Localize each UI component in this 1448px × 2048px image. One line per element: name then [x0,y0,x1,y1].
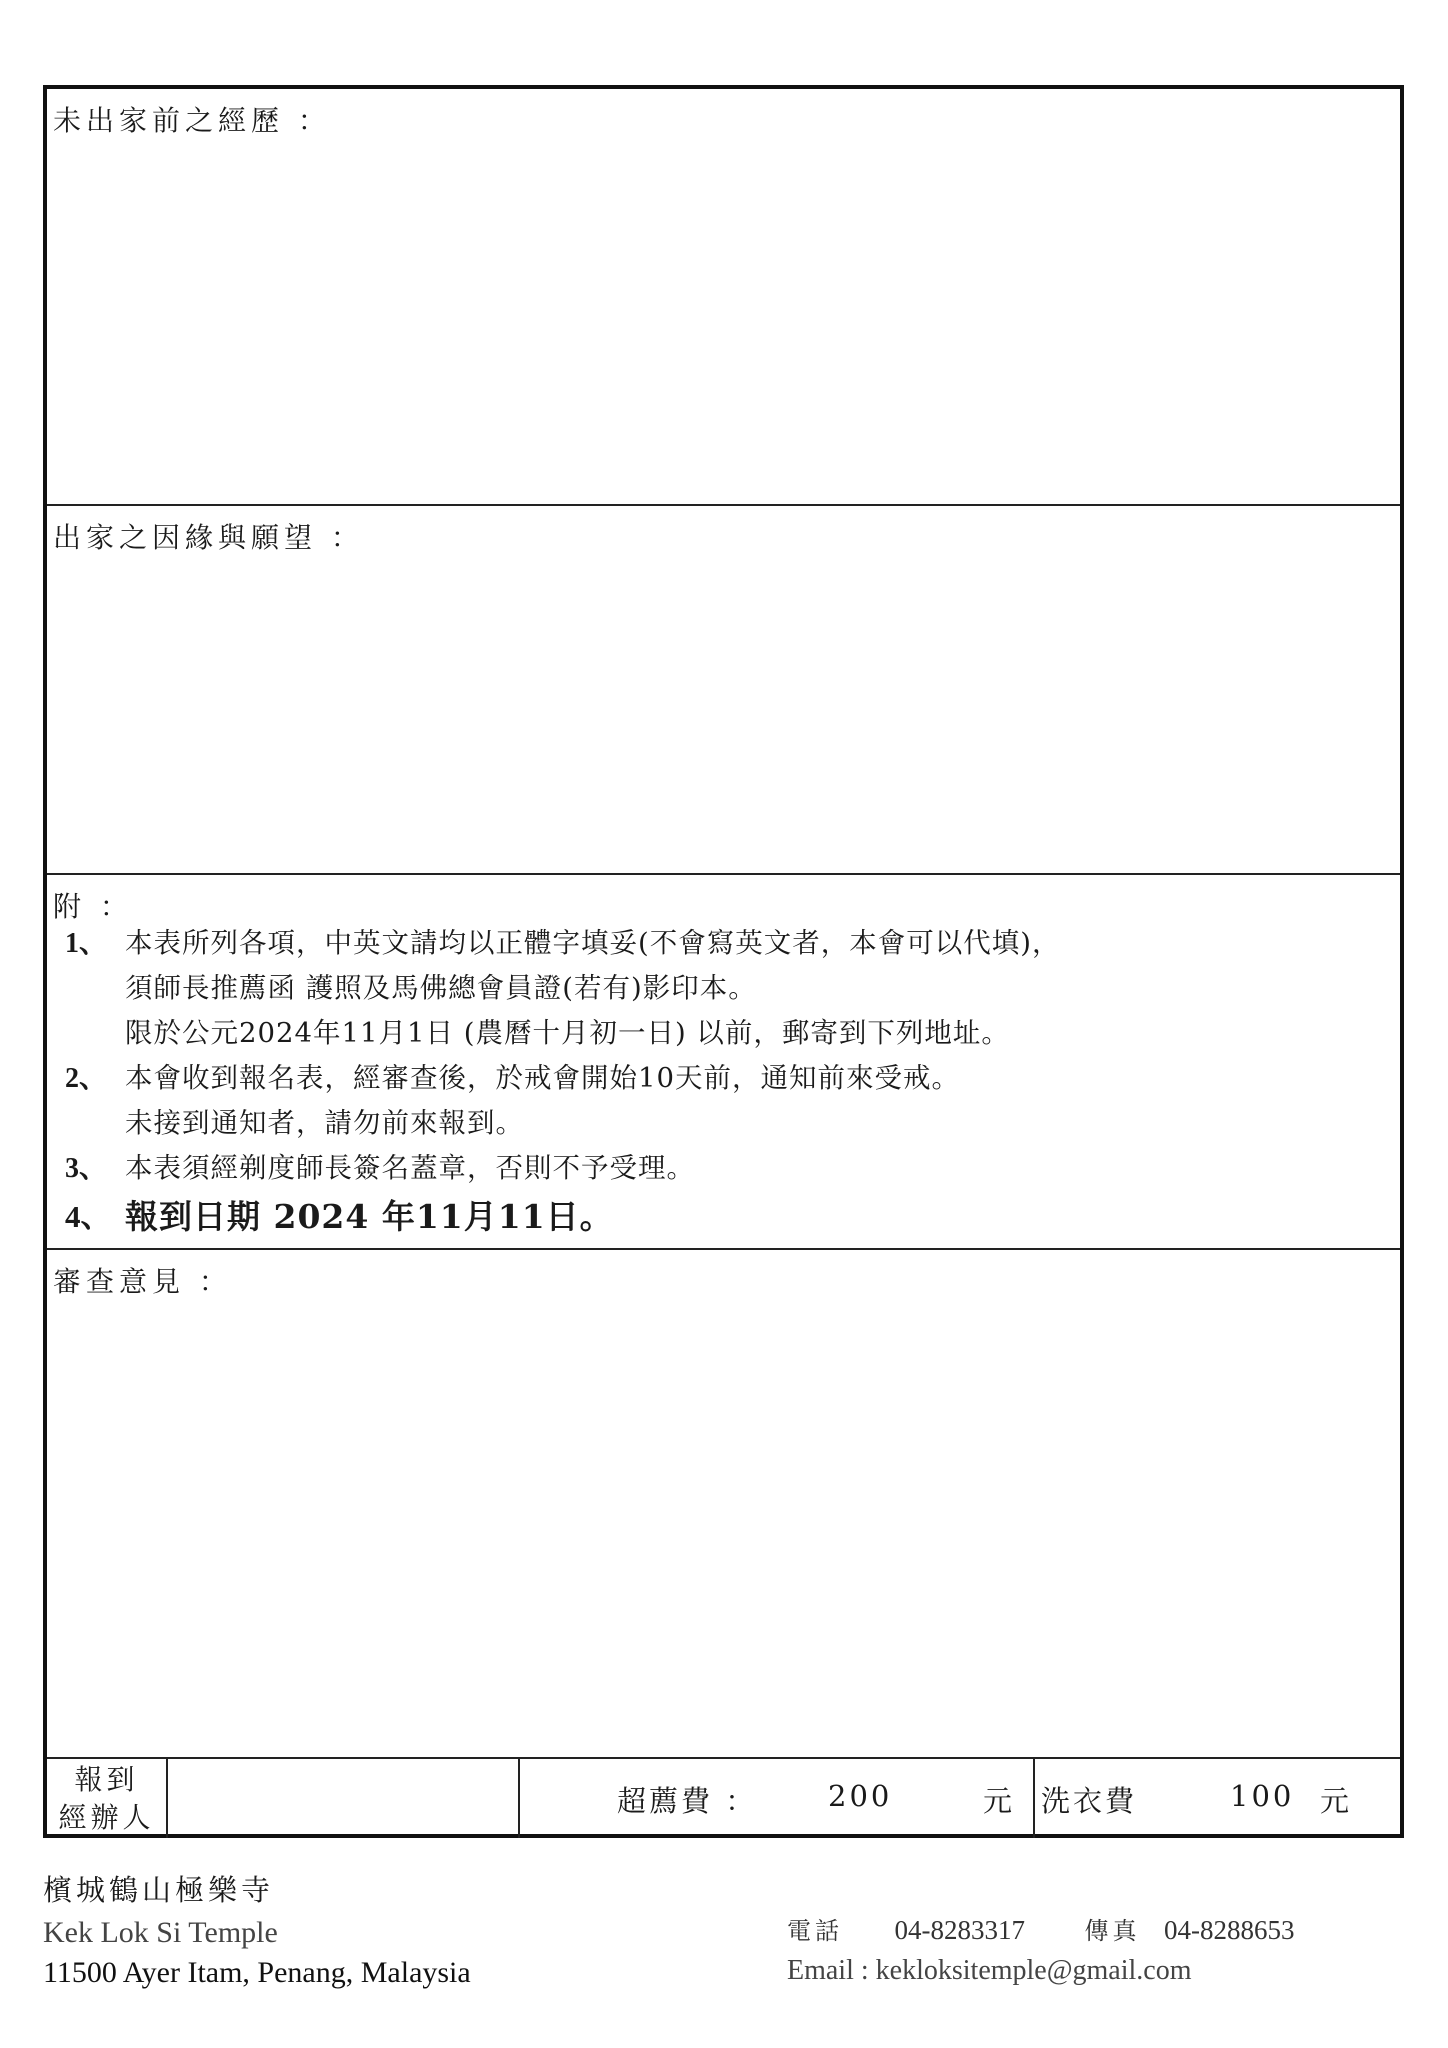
note-line: 本表所列各項，中英文請均以正體字填妥(不會寫英文者，本會可以代填)， [125,927,1061,959]
note-number: 3、 [65,1153,108,1184]
fees-row [47,1759,1400,1838]
note-line: 本表須經剃度師長簽名蓋章，否則不予受理。 [125,1152,695,1184]
notes-label: 附 ： [53,890,133,923]
email-label: Email : [787,1955,869,1986]
laundry-fee-value: 100 [1230,1779,1295,1813]
note-item [65,1146,1390,1191]
note-line: 本會收到報名表，經審查後，於戒會開始10天前，通知前來受戒。 [125,1062,960,1094]
email-line [787,1951,1295,1991]
email-address[interactable]: kekloksitemple@gmail.com [875,1955,1192,1986]
note-line: 須師長推薦函 護照及馬佛總會員證(若有)影印本。 [125,972,757,1004]
note-number: 4、 [65,1199,112,1234]
note-item [65,921,1390,1056]
note-item [65,1056,1390,1146]
note-item-registration-date [65,1193,1390,1241]
officer-label-line2: 經辦人 [58,1801,155,1834]
phone-label: 電話 [787,1917,843,1945]
temple-name-cn: 檳城鶴山極樂寺 [43,1873,275,1907]
phone-number: 04-8283317 [894,1915,1025,1945]
contact-info [787,1910,1295,1991]
fax-number: 04-8288653 [1164,1915,1295,1945]
recommendation-fee-unit: 元 [983,1784,1016,1818]
note-line: 報到日期 2024 年11月11日。 [125,1197,614,1236]
pre-ordination-experience-label: 未出家前之經歷 ： [53,104,331,137]
note-number: 2、 [65,1063,108,1094]
laundry-fee-cell [1035,1759,1400,1838]
temple-name-en: Kek Lok Si Temple [43,1916,278,1949]
note-line: 限於公元2024年11月1日 (農曆十月初一日) 以前，郵寄到下列地址。 [125,1017,1010,1049]
notes-list [65,921,1390,1241]
note-line: 未接到通知者，請勿前來報到。 [125,1107,524,1139]
recommendation-fee-cell [520,1759,1035,1838]
ordination-motivation-label: 出家之因緣與願望 ： [53,521,364,554]
officer-label-line1: 報到 [74,1763,139,1796]
temple-address: 11500 Ayer Itam, Penang, Malaysia [43,1956,471,1989]
ordination-motivation-section[interactable] [47,506,1400,875]
note-number: 1、 [65,928,108,959]
recommendation-fee-label: 超薦費 ： [617,1784,758,1818]
laundry-fee-label: 洗衣費 [1041,1784,1138,1818]
phone-fax-line [787,1910,1295,1951]
temple-info [43,1868,471,1993]
review-opinion-label: 審查意見 ： [53,1265,232,1298]
notes-section [47,875,1400,1250]
recommendation-fee-value: 200 [828,1779,893,1813]
registration-officer-field[interactable] [168,1759,520,1838]
ordination-application-form [43,85,1404,1838]
registration-officer-label [47,1759,168,1838]
laundry-fee-unit: 元 [1320,1784,1353,1818]
fax-label: 傳真 [1084,1917,1141,1945]
review-opinion-section[interactable] [47,1250,1400,1759]
pre-ordination-experience-section[interactable] [47,89,1400,506]
